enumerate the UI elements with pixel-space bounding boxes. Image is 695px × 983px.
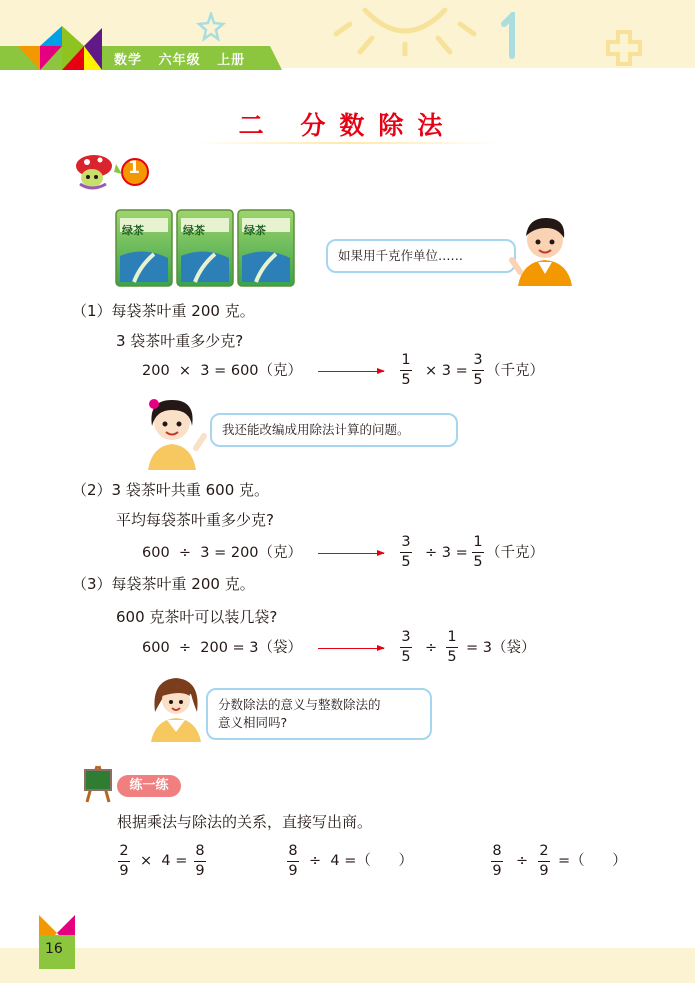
part3-operator: ÷ (425, 640, 438, 656)
fraction-bar (194, 861, 206, 862)
part2-fraction-a (400, 534, 412, 571)
fraction-denominator: 5 (401, 372, 411, 388)
fraction-denominator: 9 (288, 863, 298, 879)
fraction-bar (446, 647, 458, 648)
tea-bags-illustration (114, 206, 296, 288)
fraction-denominator: 9 (119, 863, 129, 879)
title-underline (195, 142, 500, 144)
girl-speech-bubble: 我还能改编成用除法计算的问题。 (210, 413, 458, 447)
fraction-numerator: 8 (288, 843, 298, 859)
practice-q1-fraction (118, 843, 130, 880)
practice-q2-fraction (287, 843, 299, 880)
part1-unit: （千克） (486, 363, 544, 379)
boy-speech-bubble: 如果用千克作单位…… (326, 239, 516, 273)
part1-fraction-result (472, 352, 484, 389)
fraction-bar (400, 647, 412, 648)
fraction-numerator: 1 (473, 534, 483, 550)
part2-fraction-result (472, 534, 484, 571)
tea-bag-label-1: 绿茶 (122, 224, 144, 237)
boy-avatar (508, 210, 582, 286)
fraction-denominator: 5 (447, 649, 457, 665)
header-subject-grade: 数学 六年级 上册 (114, 53, 246, 68)
practice-q1-result (194, 843, 206, 880)
fraction-bar (538, 861, 550, 862)
fraction-bar (472, 552, 484, 553)
teacher-bubble-line-1: 分数除法的意义与整数除法的 (218, 697, 381, 712)
fraction-bar (400, 552, 412, 553)
practice-instruction: 根据乘法与除法的关系，直接写出商。 (117, 813, 373, 831)
part3-fraction-a (400, 629, 412, 666)
fraction-bar (472, 370, 484, 371)
tea-bag-label-2: 绿茶 (183, 224, 205, 237)
part1-label: （1）每袋茶叶重 200 克。 (72, 302, 255, 320)
part3-left-equation: 600 ÷ 200 = 3（袋） (142, 640, 303, 656)
part3-arrow (318, 648, 384, 649)
fraction-denominator: 5 (473, 554, 483, 570)
part3-result: = 3（袋） (466, 640, 536, 656)
fraction-denominator: 9 (539, 863, 549, 879)
fraction-numerator: 1 (447, 629, 457, 645)
part3-question: 600 克茶叶可以装几袋? (116, 608, 278, 626)
easel-icon (79, 762, 119, 806)
plus-icon (604, 28, 644, 68)
fraction-numerator: 3 (401, 534, 411, 550)
teacher-bubble-line-2: 意义相同吗? (218, 715, 288, 730)
number-one-icon (498, 12, 524, 62)
part2-question: 平均每袋茶叶重多少克? (116, 511, 274, 529)
practice-section-label: 练一练 (117, 775, 181, 797)
fraction-numerator: 3 (401, 629, 411, 645)
fraction-denominator: 9 (492, 863, 502, 879)
fraction-bar (287, 861, 299, 862)
fraction-numerator: 8 (492, 843, 502, 859)
fraction-numerator: 1 (401, 352, 411, 368)
fraction-numerator: 2 (539, 843, 549, 859)
part2-unit: （千克） (486, 545, 544, 561)
tangram-logo (18, 26, 104, 72)
sun-icon (330, 0, 480, 56)
part1-question: 3 袋茶叶重多少克? (116, 332, 244, 350)
teacher-speech-bubble (206, 688, 432, 740)
part1-left-equation: 200 × 3 = 600（克） (142, 363, 303, 379)
part3-fraction-b (446, 629, 458, 666)
practice-q2-operator-and-answer-blank: ÷ 4 =（ ） (309, 853, 414, 869)
teacher-avatar (147, 672, 205, 742)
practice-q3-answer-blank: =（ ） (558, 853, 627, 869)
practice-q3-fraction-b (538, 843, 550, 880)
fraction-denominator: 5 (401, 554, 411, 570)
part3-label: （3）每袋茶叶重 200 克。 (72, 575, 255, 593)
fraction-denominator: 5 (473, 372, 483, 388)
fraction-numerator: 8 (195, 843, 205, 859)
page-number: 16 (45, 941, 63, 957)
fraction-bar (400, 370, 412, 371)
fraction-denominator: 9 (195, 863, 205, 879)
star-icon (196, 12, 226, 42)
practice-q3-fraction-a (491, 843, 503, 880)
part2-left-equation: 600 ÷ 3 = 200（克） (142, 545, 303, 561)
practice-q1-operator: × 4 = (140, 853, 188, 869)
chapter-title: 二 分数除法 (238, 111, 457, 140)
girl-avatar (134, 390, 210, 470)
example-number: 1 (128, 158, 140, 178)
bottom-band (0, 948, 695, 983)
part2-arrow (318, 553, 384, 554)
part2-operator: ÷ 3 = (425, 545, 468, 561)
part1-fraction-a (400, 352, 412, 389)
fraction-bar (118, 861, 130, 862)
part1-arrow (318, 371, 384, 372)
fraction-bar (491, 861, 503, 862)
part1-operator: × 3 = (425, 363, 468, 379)
practice-q3-operator: ÷ (516, 853, 529, 869)
tea-bag-label-3: 绿茶 (244, 224, 266, 237)
fraction-numerator: 3 (473, 352, 483, 368)
part2-label: （2）3 袋茶叶共重 600 克。 (72, 481, 270, 499)
fraction-denominator: 5 (401, 649, 411, 665)
fraction-numerator: 2 (119, 843, 129, 859)
